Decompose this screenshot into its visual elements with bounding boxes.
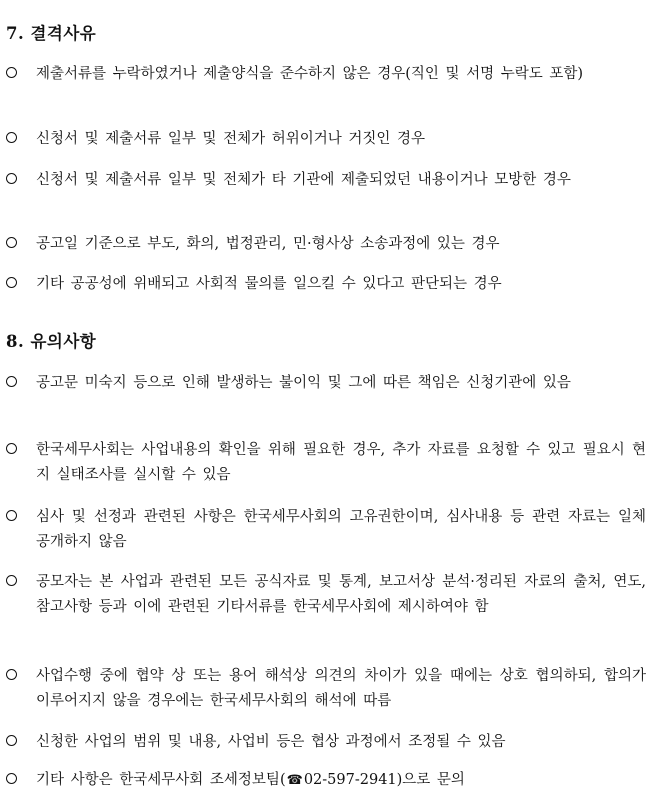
item-text: 사업수행 중에 협약 상 또는 용어 해석상 의견의 차이가 있을 때에는 상호 협의하되, 합의가 이루어지지 않을 경우에는 한국세무사회의 해석에 따름 (36, 668, 646, 709)
circle-bullet-icon (6, 575, 17, 586)
disqualification-item-4 (6, 232, 646, 257)
notice-item-4 (6, 570, 646, 620)
item-text: 기타 공공성에 위배되고 사회적 물의를 일으킬 수 있다고 판단되는 경우 (36, 276, 502, 292)
item-text: 제출서류를 누락하였거나 제출양식을 준수하지 않은 경우(직인 및 서명 누락도 포함) (36, 66, 584, 82)
disqualification-item-1 (6, 62, 646, 87)
circle-bullet-icon (6, 773, 17, 784)
item-text: 신청한 사업의 범위 및 내용, 사업비 등은 협상 과정에서 조정될 수 있음 (36, 734, 506, 750)
contact-prefix: 기타 사항은 한국세무사회 조세정보팀( (36, 772, 286, 788)
item-text: 한국세무사회는 사업내용의 확인을 위해 필요한 경우, 추가 자료를 요청할 수 있고 필요시 현지 실태조사를 실시할 수 있음 (36, 442, 646, 483)
notice-item-3 (6, 505, 646, 555)
telephone-icon: ☎ (286, 773, 303, 788)
disqualification-item-3 (6, 168, 646, 193)
item-text: 공고문 미숙지 등으로 인해 발생하는 불이익 및 그에 따른 책임은 신청기관에 있음 (36, 375, 571, 391)
circle-bullet-icon (6, 173, 17, 184)
notice-item-1 (6, 371, 646, 396)
circle-bullet-icon (6, 510, 17, 521)
section-8-title: 8. 유의사항 (6, 332, 97, 351)
contact-suffix: )으로 문의 (396, 772, 465, 788)
circle-bullet-icon (6, 376, 17, 387)
disqualification-item-2 (6, 127, 646, 152)
item-text: 신청서 및 제출서류 일부 및 전체가 허위이거나 거짓인 경우 (36, 131, 426, 147)
item-text (36, 768, 646, 793)
notice-item-2 (6, 438, 646, 488)
circle-bullet-icon (6, 277, 17, 288)
item-text: 공모자는 본 사업과 관련된 모든 공식자료 및 통계, 보고서상 분석·정리된 자료의 출처, 연도, 참고사항 등과 이에 관련된 기타서류를 한국세무사회에 제시하여야 함 (36, 574, 646, 615)
circle-bullet-icon (6, 67, 17, 78)
item-text: 신청서 및 제출서류 일부 및 전체가 타 기관에 제출되었던 내용이거나 모방한 경우 (36, 172, 571, 188)
section-7-title: 7. 결격사유 (6, 24, 97, 43)
disqualification-item-5 (6, 272, 646, 297)
circle-bullet-icon (6, 132, 17, 143)
item-text: 심사 및 선정과 관련된 사항은 한국세무사회의 고유권한이며, 심사내용 등 관련 자료는 일체 공개하지 않음 (36, 509, 646, 550)
phone-number: 02-597-2941 (303, 772, 397, 788)
circle-bullet-icon (6, 443, 17, 454)
circle-bullet-icon (6, 735, 17, 746)
item-text: 공고일 기준으로 부도, 화의, 법정관리, 민·형사상 소송과정에 있는 경우 (36, 236, 500, 252)
notice-item-7 (6, 768, 646, 793)
notice-item-5 (6, 664, 646, 714)
circle-bullet-icon (6, 237, 17, 248)
notice-item-6 (6, 730, 646, 755)
circle-bullet-icon (6, 669, 17, 680)
